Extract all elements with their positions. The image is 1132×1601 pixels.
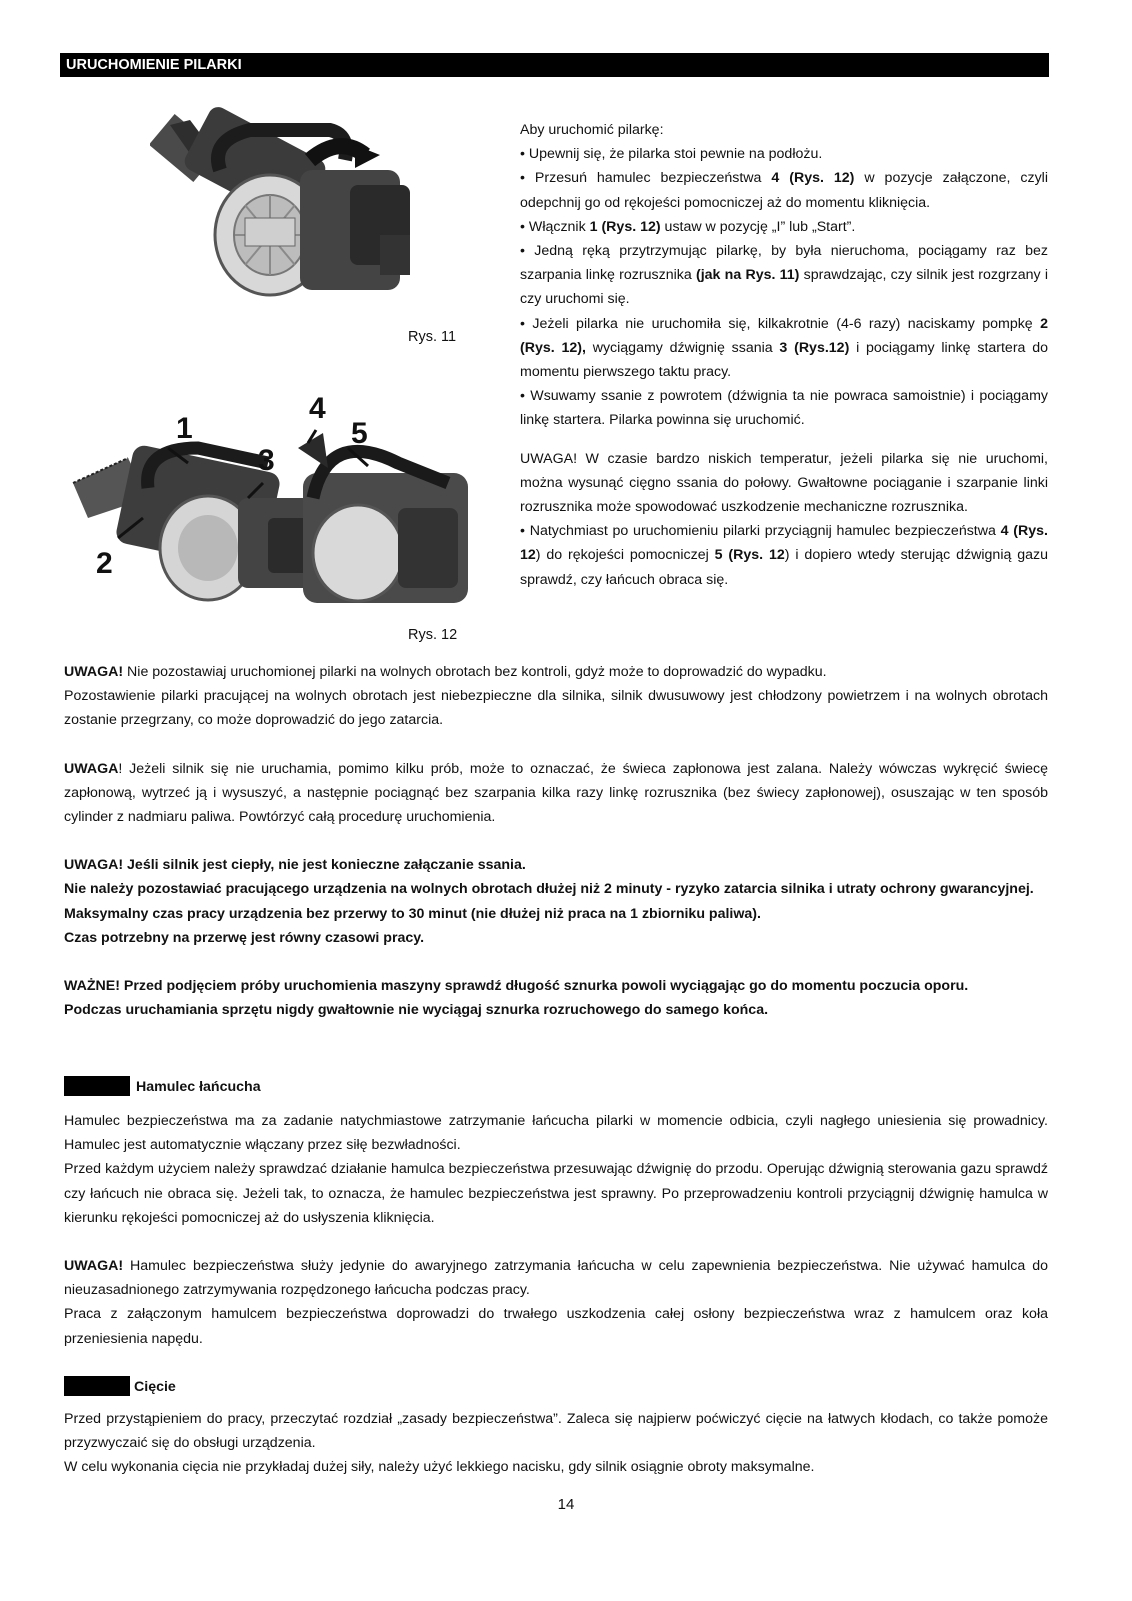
warning-paragraph: UWAGA! Jeżeli silnik się nie uruchamia, pomimo kilku prób, może to oznaczać, że świeca zapłonowa jest zalana. Należy wówczas wykręcić świecę zapłonową, wytrzeć ją i wysuszyć, a następnie pociągnąć bez szarpania kilka razy linkę rozrusznika (bez świecy zapłonowej), osuszając w ten sposób cylinder z nadmiaru paliwa. Powtórzyć całą procedurę uruchomienia. xyxy=(64,760,1048,826)
figure-12-caption: Rys. 12 xyxy=(408,627,458,643)
callout-2: 2 xyxy=(96,547,113,580)
callout-3: 3 xyxy=(258,444,275,477)
bullet-item: • Jedną ręką przytrzymując pilarkę, by była nieruchoma, pociągamy raz bez szarpania linkę rozrusznika (jak na Rys. 11) sprawdzając, czy silnik jest rozgrzany i czy uruchomi się. xyxy=(520,239,1048,312)
paragraph: Hamulec bezpieczeństwa ma za zadanie natychmiastowe zatrzymanie łańcucha pilarki w momencie odbicia, czyli nagłego uniesienia się prowadnicy. Hamulec jest automatycznie włączany przez siłę bezwładności. xyxy=(64,1113,1048,1154)
bullet-item: • Upewnij się, że pilarka stoi pewnie na podłożu. xyxy=(520,142,1048,166)
warnings-block xyxy=(64,660,1048,1022)
bullet-item: • Natychmiast po uruchomieniu pilarki przyciągnij hamulec bezpieczeństwa 4 (Rys. 12) do rękojeści pomocniczej 5 (Rys. 12) i dopiero wtedy sterując dźwignią gazu sprawdź, czy łańcuch obraca się. xyxy=(520,519,1048,592)
callout-1: 1 xyxy=(176,412,193,445)
bold-warning: Czas potrzebny na przerwę jest równy czasowi pracy. xyxy=(64,929,425,946)
callout-4: 4 xyxy=(309,392,326,425)
section-header: URUCHOMIENIE PILARKI xyxy=(60,53,1049,77)
paragraph: W celu wykonania cięcia nie przykładaj dużej siły, należy użyć lekkiego nacisku, gdy silnik osiągnie obroty maksymalne. xyxy=(64,1459,815,1476)
warning-paragraph: UWAGA! Nie pozostawiaj uruchomionej pilarki na wolnych obrotach bez kontroli, gdyż może to doprowadzić do wypadku. xyxy=(64,664,827,680)
bold-warning: UWAGA! Jeśli silnik jest ciepły, nie jest konieczne załączanie ssania. xyxy=(64,857,526,874)
page-number: 14 xyxy=(557,1496,575,1513)
callout-5: 5 xyxy=(351,417,368,450)
cold-warning: UWAGA! W czasie bardzo niskich temperatur, jeżeli pilarka się nie uruchomi, można wysunąć cięgno ssania do połowy. Gwałtowne pociąganie i szarpanie linki rozrusznika może spowodować uszkodzenie mechaniczne rozrusznika. xyxy=(520,450,1048,516)
brake-section xyxy=(64,1109,1048,1351)
figure-11-caption: Rys. 11 xyxy=(408,329,457,345)
bold-warning: Podczas uruchamiania sprzętu nigdy gwałtownie nie wyciągaj sznurka rozruchowego do samego końca. xyxy=(64,1002,769,1019)
bold-warning: Maksymalny czas pracy urządzenia bez przerwy to 30 minut (nie dłużej niż praca na 1 zbiorniku paliwa). xyxy=(64,905,761,922)
cutting-section xyxy=(64,1407,1048,1480)
section-marker xyxy=(64,1076,130,1096)
section-title: Cięcie xyxy=(134,1379,176,1395)
paragraph: Praca z załączonym hamulcem bezpieczeństwa doprowadzi do trwałego uszkodzenia całej osłony bezpieczeństwa wraz z hamulcem oraz koła przeniesienia napędu. xyxy=(64,1306,1048,1347)
paragraph: Przed przystąpieniem do pracy, przeczytać rozdział „zasady bezpieczeństwa”. Zaleca się najpierw poćwiczyć cięcie na łatwych kłodach, co także pomoże przyzwyczaić się do obsługi urządzenia. xyxy=(64,1411,1048,1452)
paragraph: Przed każdym użyciem należy sprawdzać działanie hamulca bezpieczeństwa przesuwając dźwignię do przodu. Operując dźwignią sterowania gazu sprawdź czy łańcuch nie obraca się. Jeżeli tak, to oznacza, że hamulec bezpieczeństwa jest sprawny. Po przeprowadzeniu kontroli przyciągnij dźwignię hamulca w kierunku rękojeści pomocniczej aż do usłyszenia kliknięcia. xyxy=(64,1161,1048,1226)
section-marker xyxy=(64,1376,130,1396)
figure-rys-12 xyxy=(68,388,478,618)
chainsaw-controls-illustration xyxy=(68,388,478,618)
figure-rys-11 xyxy=(150,100,450,315)
bold-warning: WAŻNE! Przed podjęciem próby uruchomienia maszyny sprawdź długość sznurka powoli wyciągając go do momentu poczucia oporu. xyxy=(64,978,969,995)
section-title: Hamulec łańcucha xyxy=(136,1079,261,1095)
bold-warning: Nie należy pozostawiać pracującego urządzenia na wolnych obrotach dłużej niż 2 minuty - ryzyko zatarcia silnika i utraty ochrony gwarancyjnej. xyxy=(64,881,1034,898)
bullet-item: • Przesuń hamulec bezpieczeństwa 4 (Rys. 12) w pozycje załączone, czyli odepchnij go od rękojeści pomocniczej aż do momentu kliknięcia. xyxy=(520,166,1048,214)
chainsaw-start-illustration xyxy=(150,100,450,315)
warning-paragraph: UWAGA! Hamulec bezpieczeństwa służy jedynie do awaryjnego zatrzymania łańcucha w celu zapewnienia bezpieczeństwa. Nie używać hamulca do nieuzasadnionego zatrzymywania rozpędzonego łańcucha podczas pracy. xyxy=(64,1258,1048,1299)
bullet-item: • Wsuwamy ssanie z powrotem (dźwignia ta nie powraca samoistnie) i pociągamy linkę startera. Pilarka powinna się uruchomić. xyxy=(520,384,1048,432)
paragraph: Pozostawienie pilarki pracującej na wolnych obrotach jest niebezpieczne dla silnika, silnik dwusuwowy jest chłodzony powietrzem i na wolnych obrotach zostanie przegrzany, co może doprowadzić do jego zatarcia. xyxy=(64,688,1048,729)
bullet-item: • Włącznik 1 (Rys. 12) ustaw w pozycję „I” lub „Start”. xyxy=(520,215,1048,239)
intro-text: Aby uruchomić pilarkę: xyxy=(520,122,664,138)
start-instructions xyxy=(520,118,1048,592)
bullet-item: • Jeżeli pilarka nie uruchomiła się, kilkakrotnie (4-6 razy) naciskamy pompkę 2 (Rys. 12), wyciągamy dźwignię ssania 3 (Rys.12) i pociągamy linkę startera do momentu pierwszego taktu pracy. xyxy=(520,312,1048,385)
